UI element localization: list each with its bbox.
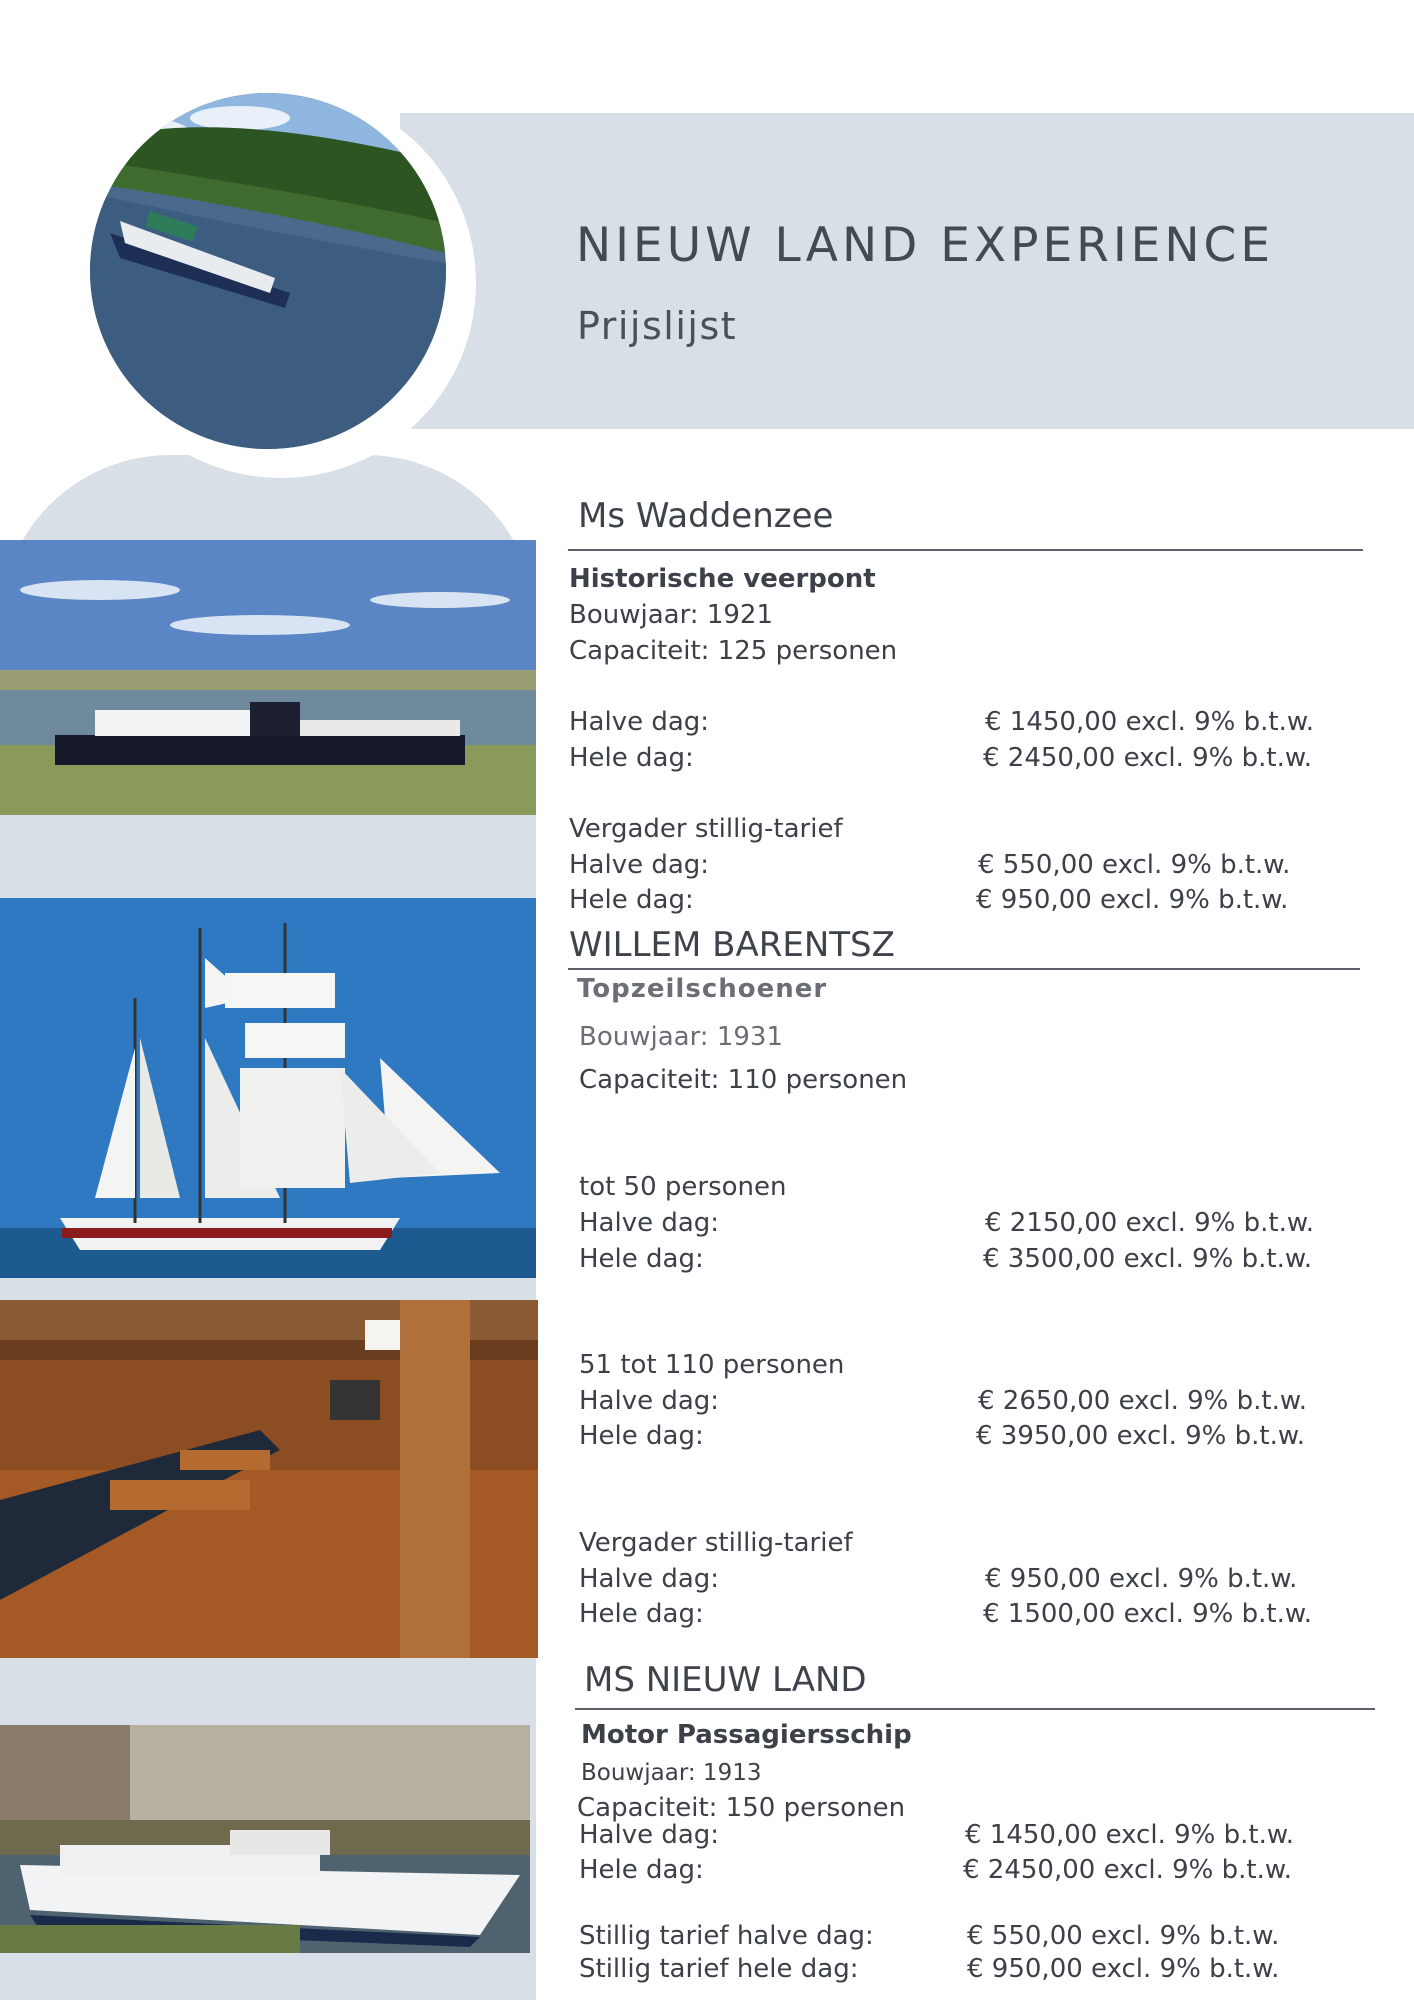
nieuwland-s-halve-label: Stillig tarief halve dag: <box>579 1921 874 1951</box>
waddenzee-v-halve-price: € 550,00 excl. 9% b.t.w. <box>978 850 1291 880</box>
waddenzee-photo <box>0 540 536 815</box>
waddenzee-halve-price: € 1450,00 excl. 9% b.t.w. <box>985 707 1314 737</box>
waddenzee-capaciteit: Capaciteit: 125 personen <box>569 636 898 666</box>
barentsz-capaciteit: Capaciteit: 110 personen <box>579 1065 908 1095</box>
waddenzee-v-hele-price: € 950,00 excl. 9% b.t.w. <box>976 885 1289 915</box>
barentsz-g1-halve-label: Halve dag: <box>579 1208 720 1238</box>
nieuwland-halve-label: Halve dag: <box>579 1820 720 1850</box>
barentsz-v-hele-label: Hele dag: <box>579 1599 704 1629</box>
header-ship-photo <box>90 93 446 449</box>
waddenzee-v-halve-label: Halve dag: <box>569 850 710 880</box>
nieuwland-name: MS NIEUW LAND <box>584 1660 867 1700</box>
barentsz-v-halve-label: Halve dag: <box>579 1564 720 1594</box>
barentsz-divider <box>568 968 1360 970</box>
barentsz-vergader-label: Vergader stillig-tarief <box>579 1528 853 1558</box>
barentsz-group1-label: tot 50 personen <box>579 1172 787 1202</box>
waddenzee-divider <box>568 549 1363 551</box>
willem-barentsz-photo <box>0 898 536 1278</box>
barentsz-type: Topzeilschoener <box>577 974 828 1004</box>
interior-photo <box>0 1300 538 1658</box>
waddenzee-name: Ms Waddenzee <box>578 496 834 536</box>
nieuwland-halve-price: € 1450,00 excl. 9% b.t.w. <box>965 1820 1294 1850</box>
waddenzee-v-hele-label: Hele dag: <box>569 885 694 915</box>
barentsz-v-hele-price: € 1500,00 excl. 9% b.t.w. <box>983 1599 1312 1629</box>
page-title: NIEUW LAND EXPERIENCE <box>576 218 1275 273</box>
barentsz-g2-hele-label: Hele dag: <box>579 1421 704 1451</box>
waddenzee-vergader-label: Vergader stillig-tarief <box>569 814 843 844</box>
page-subtitle: Prijslijst <box>577 304 738 348</box>
barentsz-g1-hele-label: Hele dag: <box>579 1244 704 1274</box>
nieuwland-s-halve-price: € 550,00 excl. 9% b.t.w. <box>967 1921 1280 1951</box>
waddenzee-halve-label: Halve dag: <box>569 707 710 737</box>
waddenzee-hele-price: € 2450,00 excl. 9% b.t.w. <box>983 743 1312 773</box>
nieuwland-type: Motor Passagiersschip <box>581 1720 912 1750</box>
nieuw-land-photo <box>0 1725 530 1953</box>
waddenzee-type: Historische veerpont <box>569 564 876 594</box>
barentsz-group2-label: 51 tot 110 personen <box>579 1350 845 1380</box>
barentsz-g2-halve-label: Halve dag: <box>579 1386 720 1416</box>
nieuwland-hele-price: € 2450,00 excl. 9% b.t.w. <box>963 1855 1292 1885</box>
barentsz-name: WILLEM BARENTSZ <box>569 925 895 965</box>
barentsz-g2-halve-price: € 2650,00 excl. 9% b.t.w. <box>978 1386 1307 1416</box>
nieuwland-bouwjaar: Bouwjaar: 1913 <box>581 1760 762 1786</box>
waddenzee-bouwjaar: Bouwjaar: 1921 <box>569 600 774 630</box>
barentsz-g1-hele-price: € 3500,00 excl. 9% b.t.w. <box>983 1244 1312 1274</box>
nieuwland-hele-label: Hele dag: <box>579 1855 704 1885</box>
nieuwland-s-hele-label: Stillig tarief hele dag: <box>579 1954 859 1984</box>
barentsz-v-halve-price: € 950,00 excl. 9% b.t.w. <box>985 1564 1298 1594</box>
nieuwland-s-hele-price: € 950,00 excl. 9% b.t.w. <box>967 1954 1280 1984</box>
barentsz-g1-halve-price: € 2150,00 excl. 9% b.t.w. <box>985 1208 1314 1238</box>
nieuwland-divider <box>575 1708 1375 1710</box>
barentsz-bouwjaar: Bouwjaar: 1931 <box>579 1022 784 1052</box>
waddenzee-hele-label: Hele dag: <box>569 743 694 773</box>
nieuwland-capaciteit: Capaciteit: 150 personen <box>577 1793 906 1823</box>
barentsz-g2-hele-price: € 3950,00 excl. 9% b.t.w. <box>976 1421 1305 1451</box>
